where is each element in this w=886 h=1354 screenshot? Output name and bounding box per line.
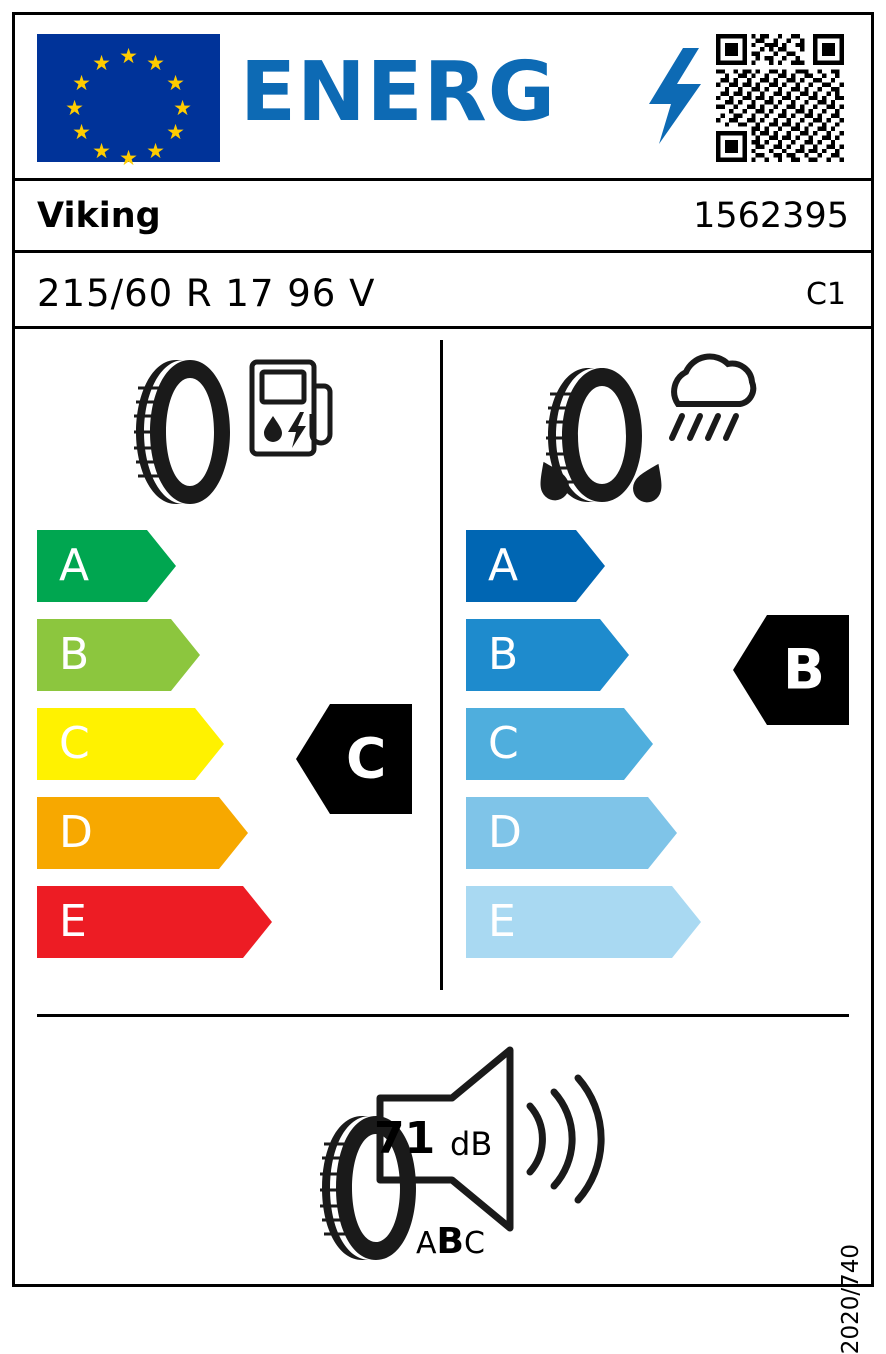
noise-db-unit: dB	[450, 1125, 493, 1163]
wet-selected-marker	[733, 615, 849, 725]
noise-class-a: A	[416, 1226, 437, 1261]
noise-class-c: C	[463, 1226, 485, 1261]
wet-selected-letter: B	[783, 637, 825, 702]
wet-grade-e	[466, 886, 701, 958]
noise-db-value: 71	[374, 1113, 436, 1164]
wet-grade-e-letter: E	[488, 896, 516, 947]
fuel-selected-letter: C	[346, 726, 387, 791]
noise-class-scale	[416, 1221, 485, 1262]
noise-class-b-selected: B	[436, 1221, 464, 1262]
fuel-grade-e	[37, 886, 272, 958]
divider-size	[14, 326, 872, 329]
divider-header	[14, 178, 872, 181]
wet-grade-a-letter: A	[488, 540, 519, 591]
wet-grade-c-letter: C	[488, 718, 519, 769]
fuel-grade-d	[37, 797, 248, 869]
fuel-grade-c	[37, 708, 224, 780]
energy-wordmark: ENERG	[240, 45, 557, 140]
qr-code-icon	[716, 34, 844, 162]
tyre-rain-cloud-icon	[530, 350, 760, 515]
wet-grade-d	[466, 797, 677, 869]
fuel-grade-d-letter: D	[59, 807, 93, 858]
brand-name: Viking	[37, 196, 161, 236]
wet-grade-a	[466, 530, 605, 602]
fuel-grade-b-letter: B	[59, 629, 90, 680]
tyre-fuel-pump-icon	[128, 350, 328, 515]
fuel-grade-a-letter: A	[59, 540, 90, 591]
regulation-number: 2020/740	[838, 1244, 864, 1354]
fuel-grade-c-letter: C	[59, 718, 90, 769]
article-number: 1562395	[693, 196, 849, 236]
fuel-grade-e-letter: E	[59, 896, 87, 947]
fuel-selected-marker	[296, 704, 412, 814]
divider-brand	[14, 250, 872, 253]
wet-grade-b-letter: B	[488, 629, 519, 680]
grade-shape	[37, 530, 176, 602]
wet-grade-c	[466, 708, 653, 780]
fuel-grade-a	[37, 530, 176, 602]
fuel-grade-b	[37, 619, 200, 691]
noise-section	[12, 1020, 874, 1287]
divider-vertical	[440, 340, 443, 990]
divider-noise	[37, 1014, 849, 1017]
lightning-bolt-icon	[645, 48, 705, 144]
tyre-size: 215/60 R 17 96 V	[37, 272, 376, 315]
wet-grade-d-letter: D	[488, 807, 522, 858]
wet-grade-b	[466, 619, 629, 691]
tyre-class: C1	[805, 277, 846, 312]
grade-shape	[466, 530, 605, 602]
eu-flag-icon: ★ ★ ★ ★ ★ ★ ★ ★ ★ ★ ★ ★	[37, 34, 220, 162]
